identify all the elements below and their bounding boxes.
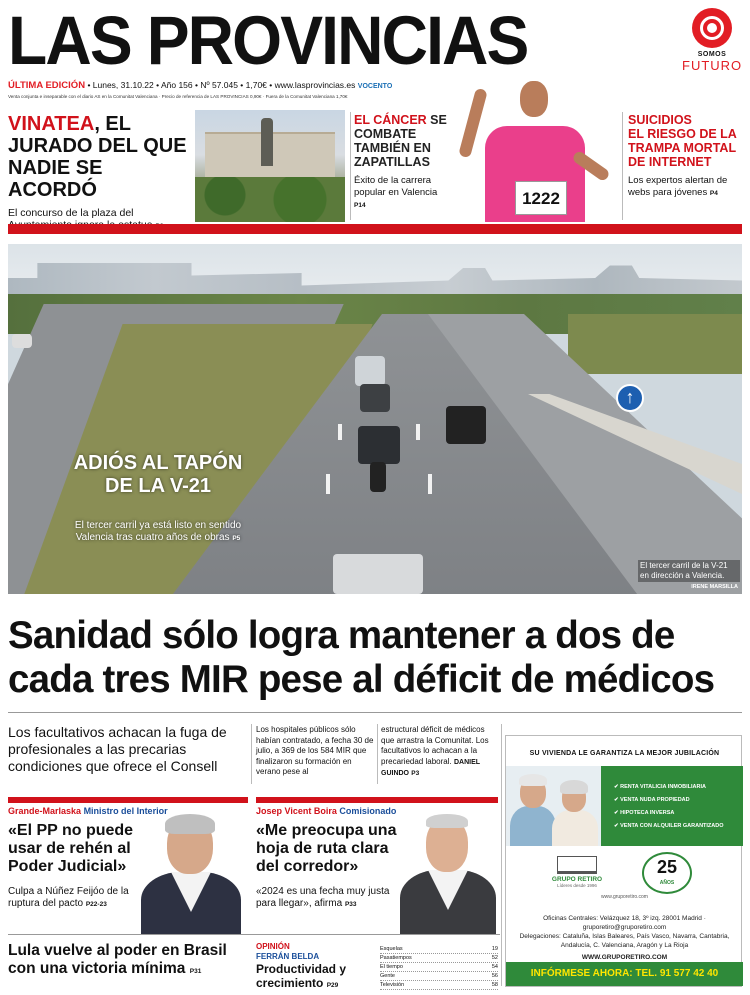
ad-service: ✔ VENTA CON ALQUILER GARANTIZADO [614, 820, 724, 833]
boira-photo [396, 812, 498, 934]
building-icon [557, 856, 597, 874]
teaser-suicidios-kicker: SUICIDIOS [628, 113, 692, 127]
interview1-sub-text: Culpa a Núñez Feijóo de la ruptura del pacto [8, 886, 129, 909]
person-suit [510, 806, 556, 846]
interview2-who: Josep Vicent Boira [256, 806, 337, 816]
runner-arm [458, 88, 488, 159]
teaser-vinatea-title: , EL JURADO DEL QUE NADIE SE ACORDÓ [8, 113, 187, 201]
ad-cta[interactable]: INFÓRMESE AHORA: TEL. 91 577 42 40 [506, 962, 743, 986]
opinion-label [256, 942, 290, 951]
logo-futuro: FUTURO [682, 58, 743, 73]
interview1-who: Grande-Marlaska [8, 806, 82, 816]
column-divider [622, 112, 623, 220]
interview2-redbar [256, 797, 498, 803]
photo-field [568, 314, 742, 374]
teaser-vinatea-sub-text: El concurso de la plaza del [8, 207, 134, 219]
ad-web: www.gruporetiro.com [601, 894, 648, 900]
masthead [8, 4, 608, 78]
interview2-role: Comisionado [339, 806, 397, 816]
ad-office-text: Oficinas Centrales: Velázquez 18, 3º izq. 28001 Madrid · gruporetiro@gruporetiro.com [543, 915, 706, 931]
interview2-sub-text: «2024 es una fecha muy justa para llegar», afirma [256, 886, 390, 909]
index-page: 19 [491, 946, 498, 952]
person-hair [560, 780, 588, 794]
lula-headline[interactable] [8, 942, 248, 981]
ad-service: ✔ VENTA NUDA PROPIEDAD [614, 794, 724, 807]
main-page: P3 [411, 770, 420, 777]
index-page: 54 [491, 964, 498, 970]
opinion-title[interactable] [256, 962, 376, 993]
column-divider [251, 724, 252, 784]
headline-separator [8, 712, 742, 713]
teaser-suicidios-sub-text: Los expertos alertan de webs para jóvenes [628, 175, 728, 198]
ad-service: ✔ HIPOTECA INVERSA [614, 807, 724, 820]
ad-website[interactable]: WWW.GRUPORETIRO.COM [581, 954, 668, 961]
lane-mark [326, 474, 330, 494]
teaser-cancer[interactable] [354, 113, 449, 212]
car [12, 334, 32, 348]
index-row[interactable] [380, 963, 498, 972]
index-page: 56 [491, 973, 498, 979]
lula-headline-text: Lula vuelve al poder en Brasil con una victoria mínima [8, 942, 227, 977]
teaser-cancer-sub-text: Éxito de la carrera popular en Valencia [354, 175, 438, 198]
interview1-role: Ministro del Interior [83, 806, 168, 816]
runner-head [520, 81, 548, 117]
ad-services [614, 781, 724, 833]
main-byline: DANIEL GUINDO [381, 758, 480, 777]
ad-green-panel [506, 766, 743, 846]
opinion-author: FERRÁN BELDA [256, 952, 320, 961]
main-body-col1: Los hospitales públicos sólo habían contratado, a fecha 30 de julio, a 369 de los 584 MIR que finalizaron su formación en verano pese al [256, 725, 374, 776]
car [355, 356, 385, 386]
column-divider [377, 724, 378, 784]
vocento-logo: VOCENTO [357, 83, 393, 90]
column-divider [501, 724, 502, 986]
ad-brand: GRUPO RETIRO [551, 876, 603, 883]
ad-delegations: Delegaciones: Cataluña, Islas Baleares, País Vasco, Navarra, Cantabria, Andalucía, C. Valenciana, Aragón y La Rioja [519, 933, 730, 949]
main-body-col2 [381, 725, 499, 780]
red-divider [8, 224, 742, 234]
teaser-cancer-head [354, 113, 449, 169]
person-hair [426, 814, 468, 828]
motorbike [370, 462, 386, 492]
teaser-suicidios-title: EL RIESGO DE LA TRAMPA MORTAL DE INTERNET [628, 127, 737, 169]
teaser-vinatea-kicker: VINATEA [8, 113, 95, 135]
ad-brand-sub: Líderes desde 1996 [557, 883, 597, 888]
opinion-page: P29 [326, 982, 339, 989]
index-row[interactable] [380, 981, 498, 990]
index-page: 58 [491, 982, 498, 988]
teaser-cancer-title: SE COMBATE TAMBIÉN EN ZAPATILLAS [354, 113, 447, 169]
teaser-cancer-sub [354, 175, 449, 212]
opinion-title-text: Productividad y crecimiento [256, 962, 347, 990]
person-suit [552, 810, 598, 846]
interview2-headline[interactable]: «Me preocupa una hoja de ruta clara del corredor» [256, 822, 397, 875]
ad-years-label: AÑOS [659, 880, 675, 886]
plaza-photo [195, 110, 345, 222]
column-divider [350, 112, 351, 220]
ad-service: ✔ RENTA VITALICIA INMOBILIARIA [614, 781, 724, 794]
interview2-kicker [256, 806, 396, 816]
grupo-retiro-logo [542, 856, 612, 888]
teaser-vinatea-head [8, 113, 188, 201]
logo-somos: SOMOS [697, 51, 727, 58]
edition-details: • Lunes, 31.10.22 • Año 156 • Nº 57.045 • 1,70€ • www.lasprovincias.es [87, 80, 356, 90]
ad-years: 25 [656, 857, 678, 877]
opinion-label-text: OPINIÓN [256, 942, 290, 951]
photo-sub-text: El tercer carril ya está listo en sentido Valencia tras cuatro años de obras [74, 520, 242, 543]
index-page: 52 [491, 955, 498, 961]
photo-sub [58, 520, 258, 545]
edition-line [8, 80, 448, 91]
ad-office [512, 914, 737, 962]
lane-mark [338, 424, 342, 440]
index-row[interactable] [380, 972, 498, 981]
photo-page: P5 [232, 535, 241, 542]
somos-futuro-logo [682, 8, 742, 78]
main-headline[interactable]: Sanidad sólo logra mantener a dos de cada tres MIR pese al déficit de médicos [8, 614, 715, 701]
lane-mark [428, 474, 432, 494]
car [333, 554, 423, 594]
runner-bib: 1222 [515, 181, 567, 215]
interview2-sub [256, 886, 396, 911]
photo-credit: IRENE MARSILLA [691, 584, 738, 590]
interview2-page: P33 [344, 901, 357, 908]
ad-headline: SU VIVIENDA LE GARANTIZA LA MEJOR JUBILACIÓN [529, 750, 720, 757]
teaser-suicidios-sub [628, 175, 746, 200]
plaza-statue [261, 118, 273, 166]
lane-mark [416, 424, 420, 440]
plaza-trees [195, 177, 345, 222]
photo-title: ADIÓS AL TAPÓN DE LA V-21 [73, 452, 243, 497]
index-section: Gente [380, 973, 395, 979]
ad-couple-photo [506, 766, 601, 846]
interview1-redbar [8, 797, 248, 803]
car [358, 426, 400, 464]
person-hair [519, 774, 547, 786]
bottom-separator [8, 934, 500, 935]
highway-photo[interactable] [8, 244, 742, 594]
interview1-page: P22-23 [85, 901, 107, 908]
anniversary-badge [642, 852, 692, 894]
masthead-title: LAS PROVINCIAS [8, 2, 528, 79]
teaser-suicidios-page: P4 [709, 190, 718, 197]
index-row[interactable] [380, 945, 498, 954]
teaser-suicidios[interactable] [628, 113, 746, 200]
lula-page: P31 [189, 968, 202, 975]
runner-photo [445, 76, 625, 222]
teaser-cancer-kicker: EL CÁNCER [354, 113, 427, 127]
teaser-vinatea[interactable] [8, 113, 188, 233]
car [360, 384, 390, 412]
person-hair [165, 814, 215, 834]
target-icon [692, 8, 732, 48]
interview1-headline[interactable]: «El PP no puede usar de rehén al Poder Judicial» [8, 822, 134, 875]
index-row[interactable] [380, 954, 498, 963]
car [446, 406, 486, 444]
grupo-retiro-ad[interactable] [505, 735, 742, 987]
photo-caption: El tercer carril de la V-21 en dirección a Valencia. [638, 560, 740, 582]
marlaska-photo [133, 812, 248, 934]
main-lead: Los facultativos achacan la fuga de profesionales a las precarias condiciones que ofrece el Consell [8, 724, 227, 774]
interview1-sub [8, 886, 133, 911]
index-section: Televisión [380, 982, 405, 988]
index-section: El tiempo [380, 964, 403, 970]
index-section: Pasatiempos [380, 955, 412, 961]
main-body-col2-text: estructural déficit de médicos que arrastra la Comunitat. Los facultativos lo achacan a la precariedad laboral. [381, 725, 489, 766]
index-section: Esquelas [380, 946, 403, 952]
arrow-up-sign-icon: ↑ [616, 384, 644, 412]
teaser-cancer-page: P14 [354, 202, 366, 209]
fineprint: Venta conjunta e inseparable con el diario AS en la Comunitat Valenciana · Precio de referencia de LAS PROVINCIAS 0,90€ · Fuera de la Comunitat Valenciana 1,70€ [8, 94, 348, 99]
edition-label: ÚLTIMA EDICIÓN [8, 80, 86, 91]
section-index [380, 945, 498, 990]
